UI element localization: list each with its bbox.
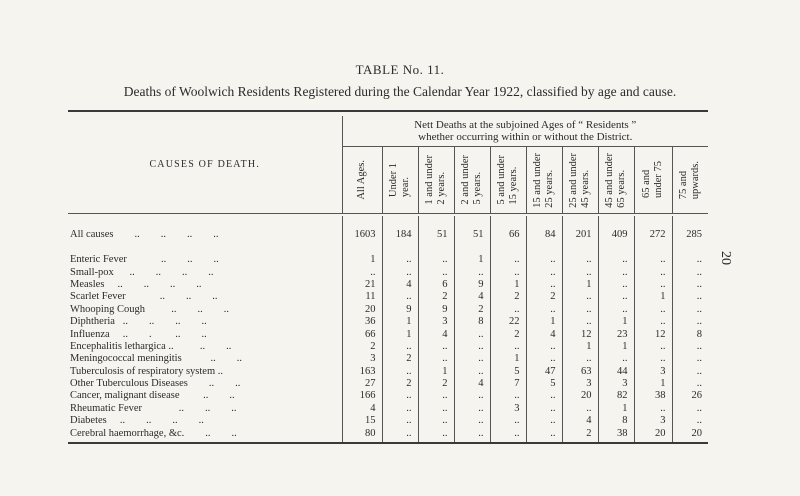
death-count-cell: 20 — [634, 427, 672, 439]
death-count-cell: 23 — [598, 328, 634, 340]
age-column-header — [342, 147, 382, 214]
death-count-cell: .. — [598, 254, 634, 266]
death-count-cell: 3 — [490, 403, 526, 415]
death-count-cell: .. — [490, 254, 526, 266]
death-count-cell: .. — [672, 415, 708, 427]
cause-label: Rheumatic Fever .. .. .. — [68, 403, 342, 415]
death-count-cell: .. — [562, 254, 598, 266]
death-count-cell: 7 — [490, 378, 526, 390]
death-count-cell: .. — [490, 390, 526, 402]
death-count-cell: .. — [418, 266, 454, 278]
death-count-cell: 66 — [490, 224, 526, 246]
causes-header: CAUSES OF DEATH. — [68, 116, 342, 214]
spacer-row-cell — [418, 246, 454, 254]
death-count-cell: 1 — [382, 316, 418, 328]
age-column-header — [418, 147, 454, 214]
death-count-cell: .. — [418, 403, 454, 415]
death-count-cell: 1 — [418, 366, 454, 378]
death-count-cell: 4 — [526, 328, 562, 340]
death-count-cell: 4 — [418, 328, 454, 340]
death-count-cell: 2 — [490, 328, 526, 340]
spacer-row-cell — [342, 246, 382, 254]
spacer-row-cell — [382, 246, 418, 254]
death-count-cell: .. — [672, 316, 708, 328]
death-count-cell: .. — [562, 266, 598, 278]
age-column-header — [490, 147, 526, 214]
bottom-rule — [68, 440, 708, 443]
age-column-header — [526, 147, 562, 214]
death-count-cell: 51 — [454, 224, 490, 246]
death-count-cell: 80 — [342, 427, 382, 439]
death-count-cell: 409 — [598, 224, 634, 246]
death-count-cell: .. — [490, 304, 526, 316]
death-count-cell: .. — [382, 266, 418, 278]
death-count-cell: 22 — [490, 316, 526, 328]
death-count-cell: 12 — [562, 328, 598, 340]
spacer-row-cell — [68, 216, 342, 224]
death-count-cell: .. — [634, 316, 672, 328]
death-count-cell: 1 — [454, 254, 490, 266]
death-count-cell: 66 — [342, 328, 382, 340]
death-count-cell: 2 — [382, 353, 418, 365]
spacer-row-cell — [526, 216, 562, 224]
age-group-header-line2: whether occurring within or without the District. — [418, 131, 633, 143]
spacer-row-cell — [454, 216, 490, 224]
spacer-row-cell — [598, 246, 634, 254]
death-count-cell: .. — [382, 341, 418, 353]
death-count-cell: .. — [634, 304, 672, 316]
death-count-cell: 3 — [634, 366, 672, 378]
bottom-rule-cell — [526, 440, 562, 443]
age-group-header — [342, 116, 708, 147]
death-count-cell: 2 — [418, 378, 454, 390]
death-count-cell: 1 — [562, 279, 598, 291]
age-column-label: 25 and under 45 years. — [568, 152, 591, 208]
age-column-label: 5 and under 15 years. — [496, 155, 519, 205]
death-count-cell: .. — [490, 427, 526, 439]
page-number: 20 — [718, 251, 733, 265]
age-column-label: 65 and under 75 — [641, 161, 664, 199]
spacer-row-cell — [634, 246, 672, 254]
death-count-cell: .. — [418, 415, 454, 427]
death-count-cell: 9 — [454, 279, 490, 291]
death-count-cell: .. — [454, 353, 490, 365]
age-group-header-line1: Nett Deaths at the subjoined Ages of “ Residents ” — [414, 119, 637, 131]
death-count-cell: .. — [634, 341, 672, 353]
death-count-cell: 163 — [342, 366, 382, 378]
death-count-cell: .. — [454, 390, 490, 402]
spacer-row-cell — [526, 246, 562, 254]
cause-label: All causes .. .. .. .. — [68, 224, 342, 246]
death-count-cell: 1 — [490, 279, 526, 291]
death-count-cell: 47 — [526, 366, 562, 378]
age-column-label: 75 and upwards. — [678, 160, 702, 200]
spacer-row-cell — [490, 216, 526, 224]
age-column-header — [562, 147, 598, 214]
death-count-cell: .. — [454, 415, 490, 427]
table-row — [68, 328, 708, 340]
bottom-rule-cell — [672, 440, 708, 443]
death-count-cell: .. — [382, 254, 418, 266]
death-count-cell: 4 — [454, 291, 490, 303]
death-count-cell: .. — [490, 266, 526, 278]
death-count-cell: .. — [672, 279, 708, 291]
death-count-cell: 9 — [418, 304, 454, 316]
death-count-cell: .. — [526, 304, 562, 316]
death-count-cell: .. — [526, 403, 562, 415]
death-count-cell: .. — [526, 427, 562, 439]
death-count-cell: .. — [634, 353, 672, 365]
table-row — [68, 304, 708, 316]
cause-label: Influenza .. . .. .. — [68, 328, 342, 340]
table-row — [68, 341, 708, 353]
table-subtitle: Deaths of Woolwich Residents Registered during the Calendar Year 1922, classified by age and cause. — [123, 84, 677, 99]
death-count-cell: 1 — [382, 328, 418, 340]
deaths-table — [68, 110, 708, 444]
death-count-cell: 166 — [342, 390, 382, 402]
death-count-cell: 2 — [454, 304, 490, 316]
table-row — [68, 279, 708, 291]
death-count-cell: .. — [382, 403, 418, 415]
death-count-cell: .. — [672, 291, 708, 303]
bottom-rule-cell — [68, 440, 342, 443]
death-count-cell: .. — [526, 279, 562, 291]
death-count-cell: .. — [598, 291, 634, 303]
death-count-cell: .. — [634, 254, 672, 266]
spacer-row-cell — [382, 216, 418, 224]
spacer-row-cell — [68, 246, 342, 254]
death-count-cell: .. — [634, 279, 672, 291]
death-count-cell: 2 — [418, 291, 454, 303]
death-count-cell: .. — [634, 266, 672, 278]
cause-label: Small-pox .. .. .. .. — [68, 266, 342, 278]
cause-label: Encephalitis lethargica .. .. .. — [68, 341, 342, 353]
age-column-label: 2 and under 5 years. — [460, 155, 483, 205]
death-count-cell: .. — [342, 266, 382, 278]
table-row — [68, 366, 708, 378]
death-count-cell: .. — [454, 403, 490, 415]
table-row — [68, 427, 708, 439]
death-count-cell: 84 — [526, 224, 562, 246]
death-count-cell: .. — [634, 403, 672, 415]
spacer-row-cell — [562, 216, 598, 224]
death-count-cell: .. — [598, 266, 634, 278]
death-count-cell: .. — [598, 304, 634, 316]
death-count-cell: 8 — [598, 415, 634, 427]
table-row — [68, 291, 708, 303]
death-count-cell: 1 — [598, 403, 634, 415]
cause-label: Tuberculosis of respiratory system .. — [68, 366, 342, 378]
table-title: TABLE No. 11. — [355, 62, 445, 77]
death-count-cell: .. — [672, 378, 708, 390]
death-count-cell: .. — [672, 254, 708, 266]
death-count-cell: .. — [418, 341, 454, 353]
spacer-row — [68, 216, 708, 224]
table-row — [68, 378, 708, 390]
cause-label: Diabetes .. .. .. .. — [68, 415, 342, 427]
death-count-cell: 3 — [418, 316, 454, 328]
death-count-cell: .. — [562, 353, 598, 365]
death-count-cell: .. — [562, 291, 598, 303]
age-column-header — [454, 147, 490, 214]
age-column-label: Under 1 year. — [388, 162, 411, 198]
death-count-cell: 1603 — [342, 224, 382, 246]
cause-label: Cancer, malignant disease .. .. — [68, 390, 342, 402]
bottom-rule-cell — [634, 440, 672, 443]
death-count-cell: .. — [454, 427, 490, 439]
cause-label: Measles .. .. .. .. — [68, 279, 342, 291]
death-count-cell: 201 — [562, 224, 598, 246]
table-row — [68, 353, 708, 365]
table-row — [68, 316, 708, 328]
bottom-rule-cell — [418, 440, 454, 443]
death-count-cell: .. — [382, 415, 418, 427]
death-count-cell: .. — [672, 341, 708, 353]
cause-label: Enteric Fever .. .. .. — [68, 254, 342, 266]
death-count-cell: 5 — [490, 366, 526, 378]
bottom-rule-cell — [382, 440, 418, 443]
death-count-cell: 1 — [342, 254, 382, 266]
death-count-cell: 1 — [634, 378, 672, 390]
death-count-cell: .. — [418, 353, 454, 365]
cause-label: Diphtheria .. .. .. .. — [68, 316, 342, 328]
death-count-cell: .. — [562, 403, 598, 415]
death-count-cell: .. — [526, 266, 562, 278]
death-count-cell: .. — [672, 353, 708, 365]
death-count-cell: 4 — [382, 279, 418, 291]
death-count-cell: .. — [526, 390, 562, 402]
table-row — [68, 266, 708, 278]
spacer-row-cell — [490, 246, 526, 254]
table-row — [68, 415, 708, 427]
cause-label: Cerebral haemorrhage, &c. .. .. — [68, 427, 342, 439]
age-column-header — [672, 147, 708, 214]
death-count-cell: 27 — [342, 378, 382, 390]
death-count-cell: 1 — [490, 353, 526, 365]
death-count-cell: 82 — [598, 390, 634, 402]
spacer-row-cell — [598, 216, 634, 224]
spacer-row-cell — [342, 216, 382, 224]
age-column-header — [598, 147, 634, 214]
age-column-header — [382, 147, 418, 214]
death-count-cell: 3 — [342, 353, 382, 365]
death-count-cell: .. — [672, 403, 708, 415]
death-count-cell: 2 — [526, 291, 562, 303]
death-count-cell: 2 — [342, 341, 382, 353]
death-count-cell: 1 — [598, 341, 634, 353]
spacer-row-cell — [418, 216, 454, 224]
death-count-cell: .. — [382, 366, 418, 378]
spacer-row-cell — [562, 246, 598, 254]
cause-label: Meningococcal meningitis .. .. — [68, 353, 342, 365]
death-count-cell: 1 — [598, 316, 634, 328]
death-count-cell: .. — [454, 266, 490, 278]
death-count-cell: 12 — [634, 328, 672, 340]
age-column-header — [634, 147, 672, 214]
death-count-cell: .. — [454, 328, 490, 340]
death-count-cell: 26 — [672, 390, 708, 402]
death-count-cell: 1 — [634, 291, 672, 303]
death-count-cell: 4 — [454, 378, 490, 390]
cause-label: Other Tuberculous Diseases .. .. — [68, 378, 342, 390]
death-count-cell: 8 — [672, 328, 708, 340]
death-count-cell: .. — [418, 390, 454, 402]
table-row — [68, 390, 708, 402]
death-count-cell: 4 — [562, 415, 598, 427]
death-count-cell: 3 — [598, 378, 634, 390]
death-count-cell: 8 — [454, 316, 490, 328]
death-count-cell: .. — [598, 279, 634, 291]
age-column-label: 15 and under 25 years. — [532, 152, 555, 208]
death-count-cell: .. — [454, 366, 490, 378]
spacer-row-cell — [454, 246, 490, 254]
death-count-cell: 1 — [562, 341, 598, 353]
cause-label: Scarlet Fever .. .. .. — [68, 291, 342, 303]
death-count-cell: 21 — [342, 279, 382, 291]
table-row — [68, 254, 708, 266]
death-count-cell: .. — [490, 341, 526, 353]
death-count-cell: 15 — [342, 415, 382, 427]
death-count-cell: 2 — [490, 291, 526, 303]
bottom-rule-cell — [562, 440, 598, 443]
age-column-label: 1 and under 2 years. — [424, 155, 447, 205]
death-count-cell: 285 — [672, 224, 708, 246]
death-count-cell: 20 — [342, 304, 382, 316]
death-count-cell: .. — [526, 341, 562, 353]
death-count-cell: .. — [382, 291, 418, 303]
table-row — [68, 403, 708, 415]
bottom-rule-cell — [598, 440, 634, 443]
death-count-cell: 20 — [672, 427, 708, 439]
death-count-cell: 1 — [526, 316, 562, 328]
death-count-cell: 3 — [562, 378, 598, 390]
death-count-cell: .. — [672, 304, 708, 316]
spacer-row-cell — [672, 246, 708, 254]
bottom-rule-cell — [490, 440, 526, 443]
spacer-row — [68, 246, 708, 254]
cause-label: Whooping Cough .. .. .. — [68, 304, 342, 316]
death-count-cell: .. — [562, 304, 598, 316]
death-count-cell: 63 — [562, 366, 598, 378]
death-count-cell: .. — [490, 415, 526, 427]
death-count-cell: .. — [526, 353, 562, 365]
death-count-cell: 11 — [342, 291, 382, 303]
bottom-rule-cell — [454, 440, 490, 443]
spacer-row-cell — [672, 216, 708, 224]
death-count-cell: 2 — [562, 427, 598, 439]
death-count-cell: 9 — [382, 304, 418, 316]
death-count-cell: .. — [526, 254, 562, 266]
death-count-cell: 6 — [418, 279, 454, 291]
death-count-cell: 4 — [342, 403, 382, 415]
death-count-cell: 44 — [598, 366, 634, 378]
death-count-cell: 20 — [562, 390, 598, 402]
death-count-cell: 36 — [342, 316, 382, 328]
age-column-label: All Ages. — [356, 160, 367, 200]
death-count-cell: .. — [562, 316, 598, 328]
table-body — [68, 216, 708, 443]
death-count-cell: .. — [382, 390, 418, 402]
death-count-cell: .. — [418, 254, 454, 266]
death-count-cell: .. — [454, 341, 490, 353]
death-count-cell: 184 — [382, 224, 418, 246]
bottom-rule-cell — [342, 440, 382, 443]
death-count-cell: 5 — [526, 378, 562, 390]
death-count-cell: 2 — [382, 378, 418, 390]
death-count-cell: 38 — [598, 427, 634, 439]
death-count-cell: .. — [672, 366, 708, 378]
death-count-cell: 51 — [418, 224, 454, 246]
spacer-row-cell — [634, 216, 672, 224]
death-count-cell: .. — [418, 427, 454, 439]
death-count-cell: 38 — [634, 390, 672, 402]
all-causes-row — [68, 224, 708, 246]
death-count-cell: .. — [598, 353, 634, 365]
age-column-label: 45 and under 65 years. — [604, 152, 627, 208]
death-count-cell: 3 — [634, 415, 672, 427]
death-count-cell: .. — [526, 415, 562, 427]
death-count-cell: .. — [672, 266, 708, 278]
death-count-cell: .. — [382, 427, 418, 439]
death-count-cell: 272 — [634, 224, 672, 246]
